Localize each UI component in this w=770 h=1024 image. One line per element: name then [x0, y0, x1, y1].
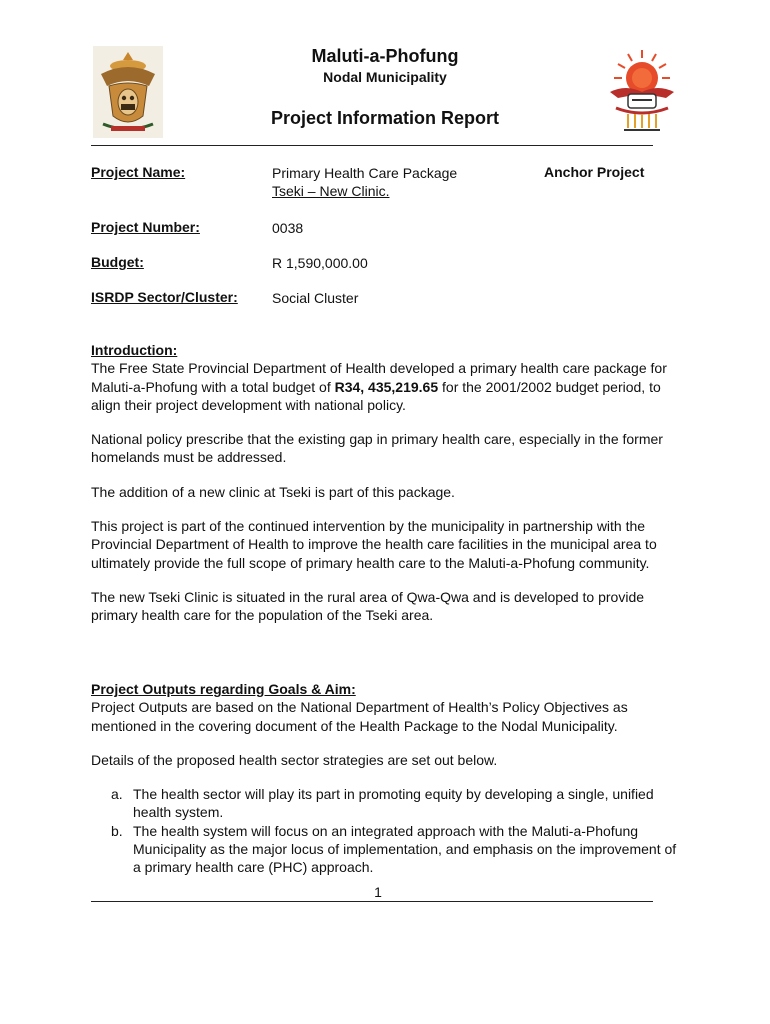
page-number: 1: [371, 884, 385, 900]
sector-label: ISRDP Sector/Cluster:: [91, 289, 238, 305]
outputs-paragraph-2: Details of the proposed health sector strategies are set out below.: [91, 751, 498, 768]
project-name-label: Project Name:: [91, 164, 186, 180]
introduction-paragraph-1: The Free State Provincial Department of Health developed a primary health care package for Maluti-a-Phofung with a total budget of R34, 435,219.65 for the 2001/2002 budget period, to align their project development with national policy.: [91, 360, 667, 413]
list-item-text: The health sector will play its part in promoting equity by developing a single, unified health system.: [133, 786, 654, 821]
header-divider: [91, 145, 653, 146]
introduction-paragraph-2: National policy prescribe that the existing gap in primary health care, especially in the former homelands must be addressed.: [91, 431, 663, 466]
project-number-label: Project Number:: [91, 219, 200, 235]
project-number-value: 0038: [272, 220, 304, 236]
introduction-section: [91, 341, 691, 625]
total-budget-figure: R34, 435,219.65: [334, 378, 439, 395]
list-item-text: The health system will focus on an integrated approach with the Maluti-a-Phofung Municipality as the major locus of implementation, and emphasis on the improvement of a primary health care (PHC) approach.: [133, 822, 677, 876]
budget-value: R 1,590,000.00: [272, 255, 368, 271]
list-item: [111, 822, 681, 877]
municipality-subtitle: Nodal Municipality: [323, 69, 447, 85]
list-marker: a.: [111, 786, 123, 803]
list-item: [111, 785, 681, 822]
municipality-title: Maluti-a-Phofung: [311, 46, 459, 66]
introduction-paragraph-5: The new Tseki Clinic is situated in the rural area of Qwa-Qwa and is developed to provide primary health care for the population of the Tseki area.: [91, 588, 645, 624]
report-title: Project Information Report: [270, 108, 499, 128]
project-name-value: [272, 164, 457, 200]
footer-divider: [91, 901, 653, 902]
project-name-line-1: Primary Health Care Package: [272, 165, 458, 181]
project-name-line-2: Tseki – New Clinic.: [272, 183, 390, 199]
outputs-heading: Project Outputs regarding Goals & Aim:: [91, 681, 356, 697]
outputs-paragraph-1: Project Outputs are based on the National Department of Health’s Policy Objectives as mentioned in the covering document of the Health Package to the Nodal Municipality.: [91, 699, 628, 734]
introduction-paragraph-3: The addition of a new clinic at Tseki is part of this package.: [91, 483, 455, 500]
budget-label: Budget:: [91, 254, 144, 270]
list-marker: b.: [111, 822, 123, 839]
introduction-paragraph-4: This project is part of the continued intervention by the municipality in partnership with the Provincial Department of Health to improve the health care facilities in the municipal area to ultimately provide the full scope of primary health care to the Maluti-a-Phofung community.: [91, 518, 657, 571]
introduction-heading: Introduction:: [91, 342, 178, 358]
outputs-section: [91, 680, 691, 877]
sector-value: Social Cluster: [272, 290, 359, 306]
anchor-project-label: Anchor Project: [544, 164, 645, 180]
strategy-list: [111, 785, 681, 876]
